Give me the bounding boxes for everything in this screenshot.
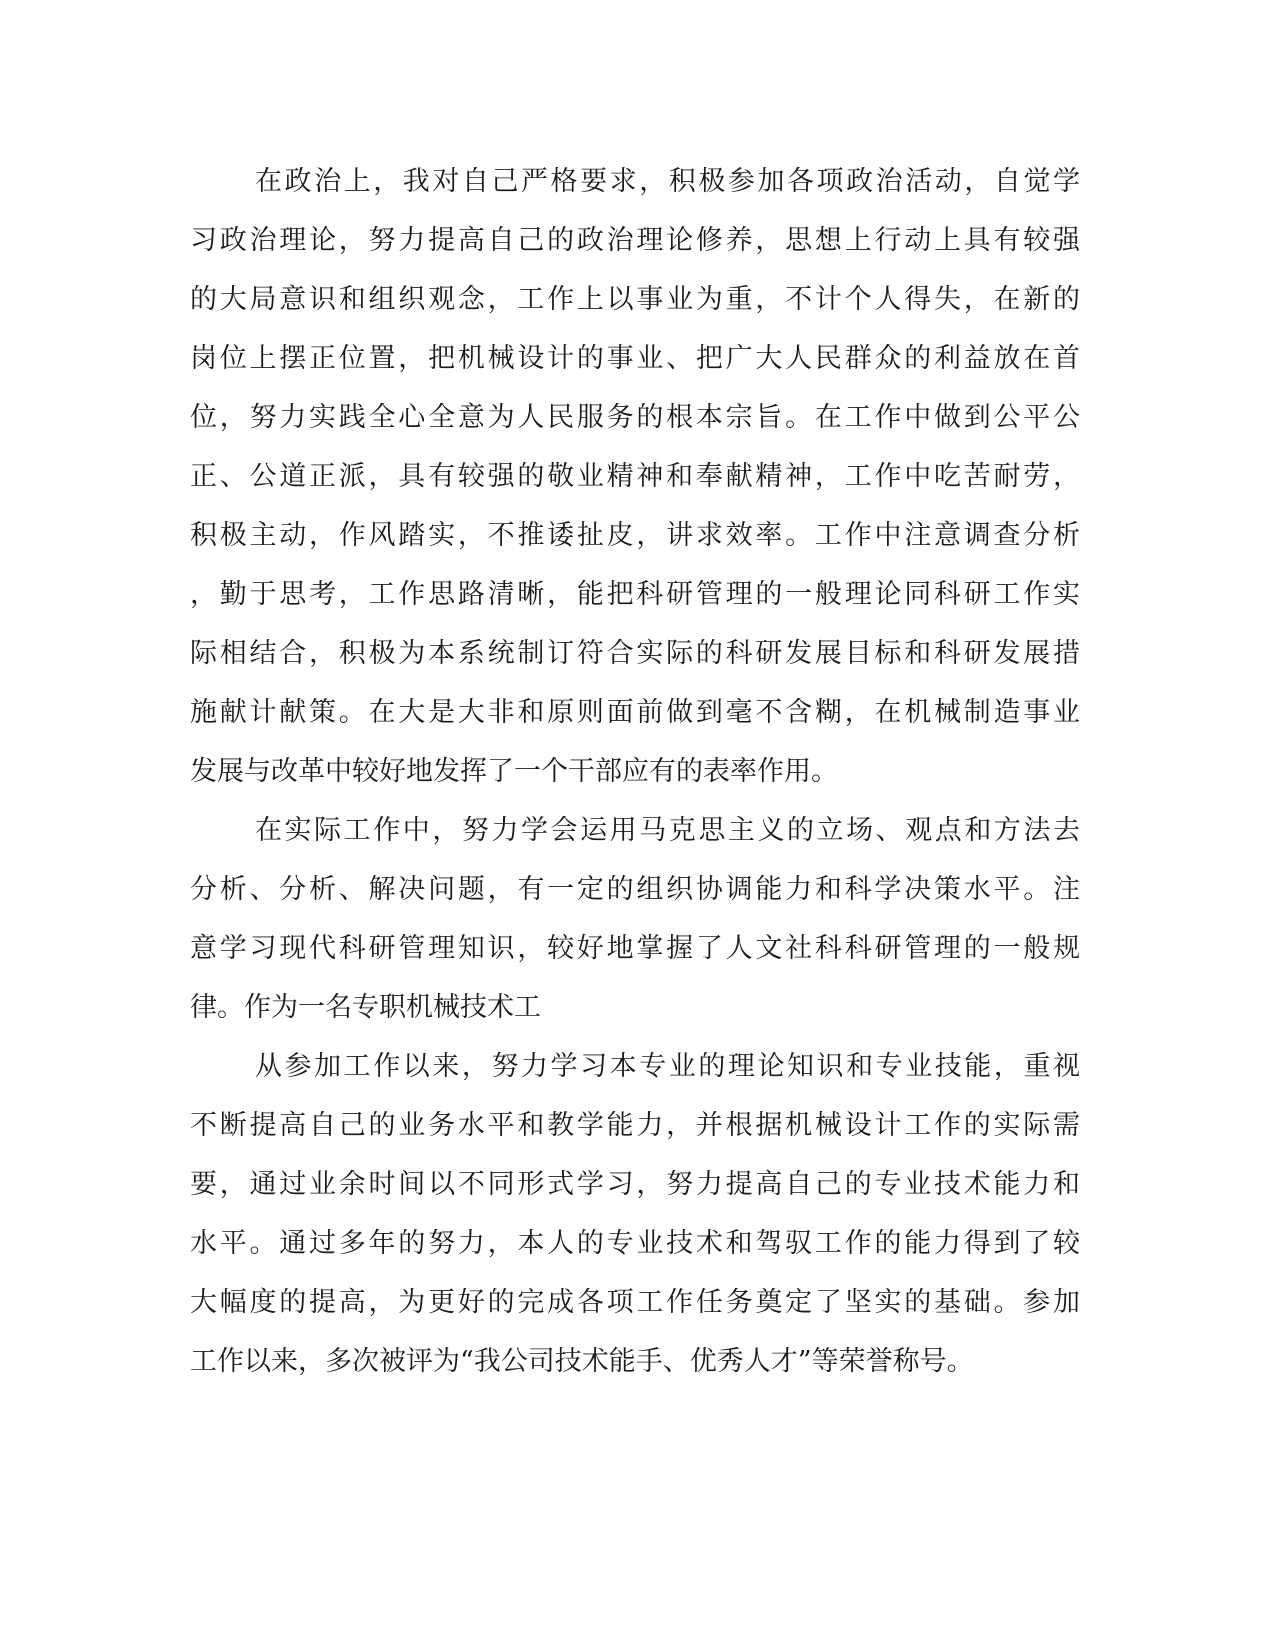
text-line: 意学习现代科研管理知识，较好地掌握了人文社科科研管理的一般规	[190, 933, 1080, 964]
text-line: 在政治上，我对自己严格要求，积极参加各项政治活动，自觉学	[255, 166, 1080, 197]
text-line: 积极主动，作风踏实，不推诿扯皮，讲求效率。工作中注意调查分析	[190, 520, 1080, 551]
text-line: 分析、分析、解决问题，有一定的组织协调能力和科学决策水平。注	[190, 874, 1080, 905]
text-line: 从参加工作以来，努力学习本专业的理论知识和专业技能，重视	[255, 1051, 1080, 1082]
text-line: 发展与改革中较好地发挥了一个干部应有的表率作用。	[190, 756, 838, 787]
text-line: 要，通过业余时间以不同形式学习，努力提高自己的专业技术能力和	[190, 1169, 1080, 1200]
text-line: 不断提高自己的业务水平和教学能力，并根据机械设计工作的实际需	[190, 1110, 1080, 1141]
text-line: 位，努力实践全心全意为人民服务的根本宗旨。在工作中做到公平公	[190, 402, 1080, 433]
text-line: 际相结合，积极为本系统制订符合实际的科研发展目标和科研发展措	[190, 638, 1080, 669]
text-line: 的大局意识和组织观念，工作上以事业为重，不计个人得失，在新的	[190, 284, 1080, 315]
text-line: 习政治理论，努力提高自己的政治理论修养，思想上行动上具有较强	[190, 225, 1080, 256]
text-line: ，勤于思考，工作思路清晰，能把科研管理的一般理论同科研工作实	[190, 579, 1080, 610]
text-line: 岗位上摆正位置，把机械设计的事业、把广大人民群众的利益放在首	[190, 343, 1080, 374]
text-line: 大幅度的提高，为更好的完成各项工作任务奠定了坚实的基础。参加	[190, 1287, 1080, 1318]
text-line: 正、公道正派，具有较强的敬业精神和奉献精神，工作中吃苦耐劳，	[190, 461, 1080, 492]
text-line: 工作以来，多次被评为“我公司技术能手、优秀人才”等荣誉称号。	[190, 1346, 974, 1377]
text-line: 律。作为一名专职机械技术工	[190, 992, 541, 1023]
text-line: 在实际工作中，努力学会运用马克思主义的立场、观点和方法去	[255, 815, 1080, 846]
text-line: 水平。通过多年的努力，本人的专业技术和驾驭工作的能力得到了较	[190, 1228, 1080, 1259]
text-line: 施献计献策。在大是大非和原则面前做到毫不含糊，在机械制造事业	[190, 697, 1080, 728]
